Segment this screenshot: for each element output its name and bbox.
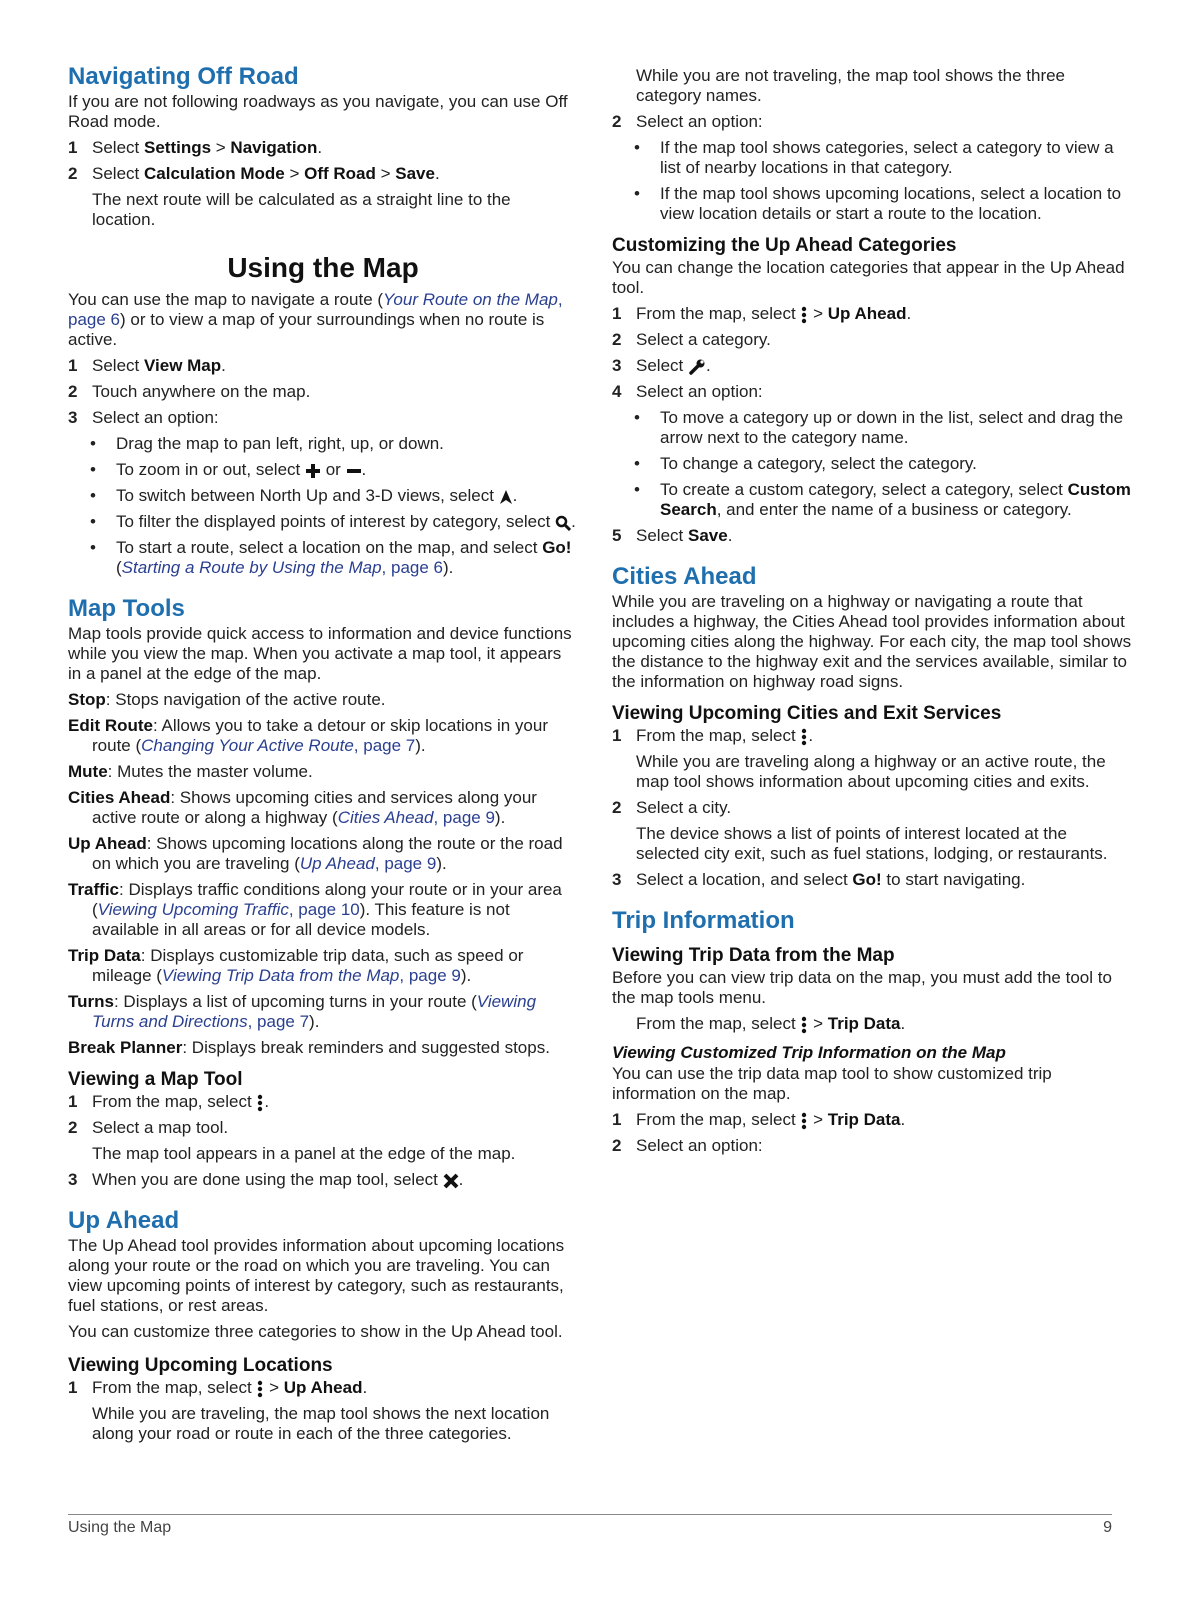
bullet-item: • Drag the map to pan left, right, up, or down. (90, 434, 444, 453)
step: 1 Select View Map. (68, 356, 226, 375)
step-note: While you are traveling along a highway or an active route, the map tool shows information about upcoming cities and exits. (636, 752, 1106, 791)
left-column (68, 62, 578, 1444)
section-title-trip-information: Trip Information (612, 907, 795, 934)
definition-item: Break Planner: Displays break reminders and suggested stops. (68, 1038, 550, 1057)
step-note: The next route will be calculated as a straight line to the location. (92, 190, 511, 229)
step: 2 Select Calculation Mode > Off Road > Save. (68, 164, 440, 183)
section-title-map-tools: Map Tools (68, 595, 185, 622)
bullet-item: • To change a category, select the category. (634, 454, 977, 473)
step: 1 From the map, select . (612, 726, 814, 745)
link[interactable]: Cities Ahead (337, 808, 434, 827)
section-title-up-ahead: Up Ahead (68, 1207, 180, 1234)
bullet-item: • To create a custom category, select a category, select Custom Search, and enter the name of a business or category. (634, 480, 1131, 519)
subsection-title: Viewing Upcoming Locations (68, 1355, 333, 1376)
step: 1 From the map, select . (68, 1092, 270, 1111)
step: 2 Select a category. (612, 330, 771, 349)
definition-item: Stop: Stops navigation of the active route. (68, 690, 386, 709)
paragraph: You can use the map to navigate a route (Your Route on the Map, page 6) or to view a map of your surroundings when no route is active. (68, 290, 563, 349)
paragraph: While you are traveling on a highway or navigating a route that includes a highway, the Cities Ahead tool provides information about upcoming cities along the highway. For each city, the map tool shows the distance to the highway exit and the services available, similar to the information on highway road signs. (612, 592, 1132, 691)
link[interactable]: Viewing Turns and Directions (92, 992, 537, 1031)
step: 3 Select . (612, 356, 711, 375)
definition-item: Traffic: Displays traffic conditions along your route or in your area (Viewing Upcoming Traffic, page 10). This feature is not available in all areas or for all device models. (68, 880, 562, 939)
step: 1 From the map, select > Up Ahead. (612, 304, 912, 323)
subsection-title: Viewing a Map Tool (68, 1069, 243, 1090)
step: 2 Select an option: (612, 112, 763, 131)
link[interactable]: Changing Your Active Route (141, 736, 354, 755)
definition-item: Cities Ahead: Shows upcoming cities and services along your active route or along a highway (Cities Ahead, page 9). (68, 788, 537, 827)
link[interactable]: Your Route on the Map (383, 290, 558, 309)
section-title-off-road: Navigating Off Road (68, 63, 299, 90)
step: 5 Select Save. (612, 526, 733, 545)
subsection-title: Viewing Upcoming Cities and Exit Services (612, 703, 1002, 724)
link[interactable]: Starting a Route by Using the Map (121, 558, 382, 577)
bullet-item: • If the map tool shows upcoming locations, select a location to view location details or start a route to the location. (634, 184, 1122, 223)
step: 1 Select Settings > Navigation. (68, 138, 323, 157)
minus-icon (346, 463, 362, 479)
step-note: While you are traveling, the map tool shows the next location along your road or route in each of the three categories. (92, 1404, 550, 1443)
paragraph: The Up Ahead tool provides information about upcoming locations along your route or the road on which you are traveling. You can view upcoming points of interest by category, such as restaurants, fuel stations, or rest areas. (68, 1236, 565, 1315)
right-column (612, 66, 1132, 1156)
definition-item: Edit Route: Allows you to take a detour or skip locations in your route (Changing Your Active Route, page 7). (68, 716, 548, 755)
paragraph: If you are not following roadways as you navigate, you can use Off Road mode. (68, 92, 568, 131)
step: 2 Touch anywhere on the map. (68, 382, 311, 401)
link[interactable]: Up Ahead (299, 854, 375, 873)
menu-dots-icon (256, 1094, 264, 1112)
menu-dots-icon (800, 1112, 808, 1130)
step: 4 Select an option: (612, 382, 763, 401)
step: 1 From the map, select > Trip Data. (612, 1110, 906, 1129)
step: 2 Select an option: (612, 1136, 763, 1155)
link[interactable]: Viewing Upcoming Traffic (97, 900, 289, 919)
paragraph: You can use the trip data map tool to show customized trip information on the map. (612, 1064, 1052, 1103)
north-arrow-icon (499, 489, 513, 505)
menu-dots-icon (800, 728, 808, 746)
search-icon (555, 515, 571, 531)
definition-item: Trip Data: Displays customizable trip data, such as speed or mileage (Viewing Trip Data from the Map, page 9). (68, 946, 524, 985)
bullet-item: • If the map tool shows categories, select a category to view a list of nearby locations in that category. (634, 138, 1114, 177)
step-note: From the map, select > Trip Data. (636, 1014, 906, 1033)
chapter-title: Using the Map (227, 252, 419, 283)
definition-item: Turns: Displays a list of upcoming turns in your route (Viewing Turns and Directions, page 7). (68, 992, 537, 1031)
step: 3 Select an option: (68, 408, 219, 427)
paragraph: You can change the location categories that appear in the Up Ahead tool. (612, 258, 1125, 297)
paragraph: Before you can view trip data on the map, you must add the tool to the map tools menu. (612, 968, 1112, 1007)
definition-item: Up Ahead: Shows upcoming locations along the route or the road on which you are traveling (Up Ahead, page 9). (68, 834, 563, 873)
bullet-item: • To move a category up or down in the list, select and drag the arrow next to the category name. (634, 408, 1124, 447)
paragraph: Map tools provide quick access to information and device functions while you view the map. When you activate a map tool, it appears in a panel at the edge of the map. (68, 624, 572, 683)
step: 3 When you are done using the map tool, select . (68, 1170, 464, 1189)
section-title-cities-ahead: Cities Ahead (612, 563, 757, 590)
step-note: The map tool appears in a panel at the edge of the map. (92, 1144, 516, 1163)
wrench-icon (688, 359, 706, 375)
footer-section-name: Using the Map (68, 1519, 172, 1536)
step-note: The device shows a list of points of interest located at the selected city exit, such as fuel stations, lodging, or restaurants. (636, 824, 1108, 863)
bullet-item: • To start a route, select a location on the map, and select Go! (Starting a Route by Using the Map, page 6). (90, 538, 572, 577)
subsection-title: Viewing Trip Data from the Map (612, 945, 895, 966)
step: 2 Select a map tool. (68, 1118, 229, 1137)
subsection-title: Customizing the Up Ahead Categories (612, 235, 957, 256)
paragraph: You can customize three categories to show in the Up Ahead tool. (68, 1322, 563, 1341)
step: 1 From the map, select > Up Ahead. (68, 1378, 368, 1397)
menu-dots-icon (800, 306, 808, 324)
definition-item: Mute: Mutes the master volume. (68, 762, 313, 781)
step: 3 Select a location, and select Go! to start navigating. (612, 870, 1026, 889)
bullet-item: • To zoom in or out, select or . (90, 460, 367, 479)
page-number: 9 (1103, 1519, 1112, 1536)
plus-icon (305, 463, 321, 479)
subsubsection-title: Viewing Customized Trip Information on the Map (612, 1043, 1006, 1062)
page-footer (68, 1514, 1112, 1537)
menu-dots-icon (800, 1016, 808, 1034)
step-note: While you are not traveling, the map tool shows the three category names. (636, 66, 1066, 105)
bullet-item: • To switch between North Up and 3-D views, select . (90, 486, 518, 505)
bullet-item: • To filter the displayed points of interest by category, select . (90, 512, 576, 531)
step: 2 Select a city. (612, 798, 732, 817)
menu-dots-icon (256, 1380, 264, 1398)
link[interactable]: Viewing Trip Data from the Map (161, 966, 400, 985)
close-icon (443, 1173, 459, 1189)
